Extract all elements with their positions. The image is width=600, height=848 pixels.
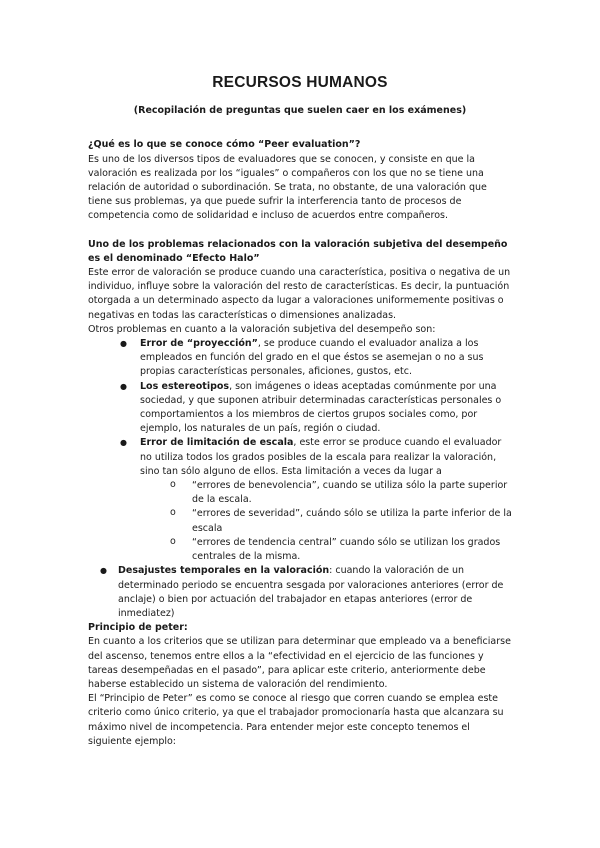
- list-item-text: , son imágenes o ideas aceptadas comúnmente por una sociedad, y que suponen atribuir determinadas características personales o comportamientos a los miembros de ciertos grupos sociales como, por ejemplo, los naturales de un país, región o ciudad.: [140, 380, 502, 435]
- list-item: [118, 564, 512, 621]
- list-item-text: , este error se produce cuando el evaluador no utiliza todos los grados posibles de la escala para realizar la valoración, sino tan sólo alguno de ellos. Esta limitación a veces da lugar a: [140, 437, 502, 477]
- section-peer-evaluation: [88, 138, 512, 223]
- paragraph: En cuanto a los criterios que se utilizan para determinar que empleado va a beneficiarse del ascenso, tenemos entre ellos a la “efectividad en el ejercicio de las funciones y tareas desempeñadas en el pasado”, para aplicar este criterio, anteriormente debe haberse establecido un sistema de valoración del rendimiento.: [88, 636, 511, 690]
- document-title: RECURSOS HUMANOS: [212, 74, 388, 91]
- section-principio-peter: [88, 621, 512, 749]
- list-item: o “errores de severidad”, cuándo sólo se utiliza la parte inferior de la escala: [192, 507, 512, 535]
- list-item-text: , se produce cuando el evaluador analiza a los empleados en función del grado en el que éstos se asemejan o no a sus propias características personales, aficiones, gustos, etc.: [140, 338, 484, 378]
- problems-list: [88, 337, 512, 564]
- temporal-list: [88, 564, 512, 621]
- list-item-text: : cuando la valoración de un determinado periodo se encuentra sesgada por valoraciones anteriores (error de anclaje) o bien por actuación del trabajador en etapas anteriores (error de inmediatez): [118, 565, 504, 619]
- document-subtitle: (Recopilación de preguntas que suelen caer en los exámenes): [133, 105, 467, 117]
- paragraph: Otros problemas en cuanto a la valoración subjetiva del desempeño son:: [88, 323, 436, 335]
- section-heading: ¿Qué es lo que se conoce cómo “Peer evaluation”?: [88, 139, 361, 151]
- list-item: [140, 337, 512, 380]
- section-heading: Uno de los problemas relacionados con la valoración subjetiva del desempeño es el denominado “Efecto Halo”: [88, 238, 508, 264]
- list-item: [140, 436, 512, 564]
- list-item: [140, 380, 512, 437]
- section-heading: Principio de peter:: [88, 622, 188, 634]
- list-item: o “errores de tendencia central” cuando sólo se utilizan los grados centrales de la misma.: [192, 536, 512, 564]
- list-item-term: Desajustes temporales en la valoración: [118, 565, 330, 577]
- paragraph: Es uno de los diversos tipos de evaluadores que se conocen, y consiste en que la valoración es realizada por los “iguales” o compañeros con los que no se tiene una relación de autoridad o subordinación. Se trata, no obstante, de una valoración que tiene sus problemas, ya que puede sufrir la interferencia tanto de procesos de competencia como de solidaridad e incluso de acuerdos entre compañeros.: [88, 153, 487, 222]
- list-item-term: Los estereotipos: [140, 380, 230, 392]
- section-efecto-halo: [88, 238, 512, 621]
- scale-errors-list: [140, 479, 512, 564]
- list-item: o “errores de benevolencia”, cuando se utiliza sólo la parte superior de la escala.: [192, 479, 512, 507]
- paragraph: Este error de valoración se produce cuando una característica, positiva o negativa de un individuo, influye sobre la valoración del resto de características. Es decir, la puntuación otorgada a un determinado aspecto da lugar a valoraciones uniformemente positivas o negativas en todas las características o dimensiones analizadas.: [88, 267, 511, 321]
- paragraph: El “Principio de Peter” es como se conoce al riesgo que corren cuando se emplea este criterio como único criterio, ya que el trabajador promocionaría hasta que alcanzara su máximo nivel de incompetencia. Para entender mejor este concepto tenemos el siguiente ejemplo:: [88, 693, 504, 747]
- list-item-term: Error de “proyección”: [140, 338, 258, 350]
- list-item-term: Error de limitación de escala: [140, 437, 294, 449]
